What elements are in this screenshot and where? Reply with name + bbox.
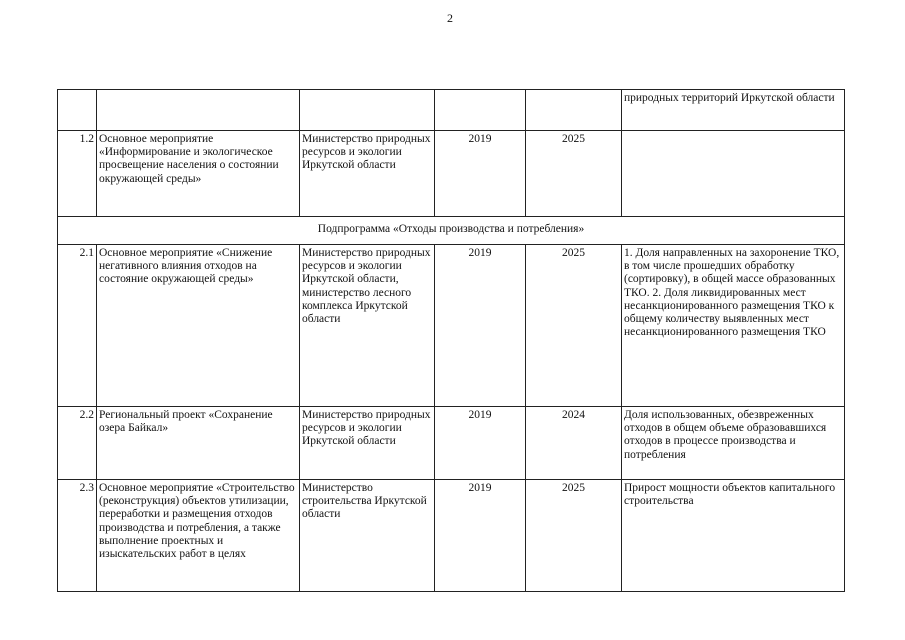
indicator: 1. Доля направленных на захоронение ТКО, в том числе прошедших обработку (сортировку), в общей массе образованных ТКО. 2. Доля ликвидированных мест несанкционированного размещения ТКО к общему количеству выявленных мест несанкционированного размещения ТКО <box>622 245 845 407</box>
row-number: 1.2 <box>58 131 97 217</box>
subprogram-row <box>58 217 845 245</box>
end-year: 2025 <box>526 131 622 217</box>
table-row <box>58 480 845 592</box>
indicator <box>622 131 845 217</box>
executor: Министерство природных ресурсов и экологии Иркутской области, министерство лесного комплекса Иркутской области <box>300 245 435 407</box>
row-number: 2.3 <box>58 480 97 592</box>
indicator: природных территорий Иркутской области <box>622 90 845 131</box>
table-row <box>58 90 845 131</box>
table-row <box>58 245 845 407</box>
executor: Министерство природных ресурсов и экологии Иркутской области <box>300 407 435 480</box>
activity-name: Основное мероприятие «Снижение негативного влияния отходов на состояние окружающей среды» <box>97 245 300 407</box>
indicator: Доля использованных, обезвреженных отходов в общем объеме образовавшихся отходов в процессе производства и потребления <box>622 407 845 480</box>
end-year: 2024 <box>526 407 622 480</box>
start-year <box>435 90 526 131</box>
start-year: 2019 <box>435 480 526 592</box>
start-year: 2019 <box>435 407 526 480</box>
row-number: 2.1 <box>58 245 97 407</box>
end-year: 2025 <box>526 480 622 592</box>
indicator: Прирост мощности объектов капитального строительства <box>622 480 845 592</box>
row-number <box>58 90 97 131</box>
executor <box>300 90 435 131</box>
executor: Министерство природных ресурсов и экологии Иркутской области <box>300 131 435 217</box>
program-table <box>57 89 845 592</box>
table-row <box>58 131 845 217</box>
row-number: 2.2 <box>58 407 97 480</box>
start-year: 2019 <box>435 245 526 407</box>
page-number: 2 <box>447 11 453 25</box>
table-row <box>58 407 845 480</box>
activity-name: Основное мероприятие «Строительство (реконструкция) объектов утилизации, переработки и размещения отходов производства и потребления, а также выполнение проектных и изыскательских работ в целях <box>97 480 300 592</box>
end-year: 2025 <box>526 245 622 407</box>
subprogram-title: Подпрограмма «Отходы производства и потребления» <box>58 217 845 245</box>
activity-name <box>97 90 300 131</box>
end-year <box>526 90 622 131</box>
start-year: 2019 <box>435 131 526 217</box>
executor: Министерство строительства Иркутской области <box>300 480 435 592</box>
activity-name: Региональный проект «Сохранение озера Байкал» <box>97 407 300 480</box>
activity-name: Основное мероприятие «Информирование и экологическое просвещение населения о состоянии окружающей среды» <box>97 131 300 217</box>
